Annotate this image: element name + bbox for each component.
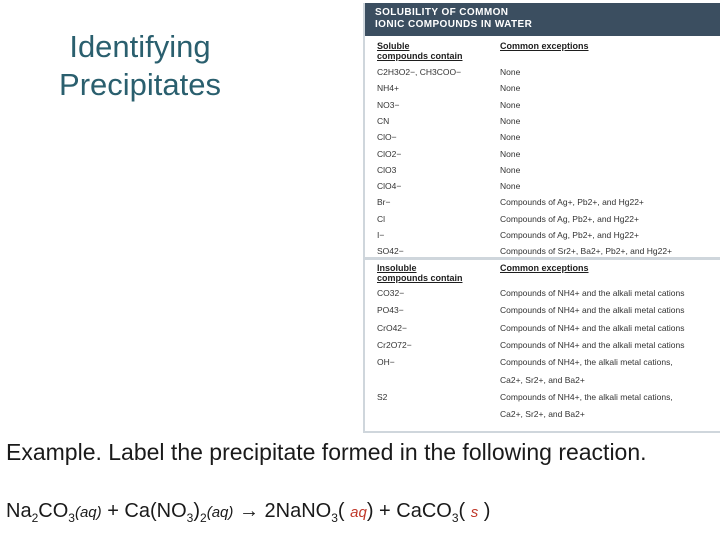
table-row-exception: Ca2+, Sr2+, and Ba2+ <box>500 409 585 420</box>
answer-s: s <box>470 504 479 521</box>
table-section-divider <box>365 257 720 260</box>
table-row-ion: C2H3O2−, CH3COO− <box>377 67 462 77</box>
insoluble-header: Insoluble compounds contain <box>377 263 463 283</box>
table-row-exception: None <box>500 181 521 192</box>
table-row-ion: ClO3 <box>377 164 397 175</box>
table-row-ion: ClO2− <box>377 148 402 159</box>
table-row-ion: S2 <box>377 391 388 402</box>
table-row-ion: ClO− <box>377 132 397 143</box>
title-line-2: Precipitates <box>59 67 221 102</box>
table-heading-line-2: IONIC COMPOUNDS IN WATER <box>375 19 533 30</box>
table-row-exception: Compounds of NH4+, the alkali metal cations, <box>500 391 673 402</box>
table-row-ion: OH− <box>377 357 395 368</box>
table-row-exception: None <box>500 67 521 77</box>
insoluble-exceptions-header: Common exceptions <box>500 263 589 273</box>
table-row-ion: ClO4− <box>377 181 402 192</box>
table-row-ion: SO42− <box>377 246 404 257</box>
soluble-header: Soluble compounds contain <box>377 41 463 61</box>
table-row-ion: Cr2O72− <box>377 339 412 350</box>
table-row-exception: None <box>500 115 521 126</box>
table-row-ion: Cl <box>377 213 386 224</box>
title-line-1: Identifying <box>69 29 211 64</box>
reaction-equation: $Na_2CO_3(aq) + Ca(NO_3)_2(aq)$ → 2NaNO$_3$( aq) + CaCO$_3$( s ) <box>6 500 491 525</box>
table-row-exception: Compounds of Ag, Pb2+, and Hg22+ <box>500 213 639 224</box>
table-row-ion: CN <box>377 115 390 126</box>
table-row-ion: NO3− <box>377 99 400 110</box>
table-row-exception: Compounds of NH4+ and the alkali metal cations <box>500 288 685 298</box>
slide-title <box>20 28 260 104</box>
table-row-ion: CO32− <box>377 288 405 298</box>
table-row-exception: Compounds of Sr2+, Ba2+, Pb2+, and Hg22+ <box>500 246 673 257</box>
table-row-exception: None <box>500 83 521 94</box>
table-row-exception: Compounds of NH4+ and the alkali metal cations <box>500 322 685 333</box>
table-row-exception: Compounds of Ag, Pb2+, and Hg22+ <box>500 230 639 240</box>
solubility-table <box>363 3 720 433</box>
table-row-exception: Compounds of NH4+ and the alkali metal cations <box>500 339 685 350</box>
table-row-ion: PO43− <box>377 305 404 316</box>
table-row-ion: Br− <box>377 197 391 208</box>
example-prompt: Example. Label the precipitate formed in the following reaction. <box>6 439 647 465</box>
soluble-exceptions-header: Common exceptions <box>500 41 589 51</box>
table-row-ion: NH4+ <box>377 83 399 94</box>
table-row-exception: None <box>500 99 521 110</box>
table-row-ion: I− <box>377 230 385 240</box>
table-row-exception: None <box>500 148 521 159</box>
table-heading <box>365 3 720 36</box>
table-row-exception: None <box>500 164 521 175</box>
table-row-exception: None <box>500 132 521 143</box>
table-row-exception: Compounds of Ag+, Pb2+, and Hg22+ <box>500 197 644 208</box>
table-row-exception: Compounds of NH4+ and the alkali metal cations <box>500 305 685 316</box>
table-heading-line-1: SOLUBILITY OF COMMON <box>375 7 509 18</box>
table-row-exception: Ca2+, Sr2+, and Ba2+ <box>500 374 585 385</box>
answer-aq: aq <box>350 504 367 521</box>
table-row-ion: CrO42− <box>377 322 407 333</box>
table-row-exception: Compounds of NH4+, the alkali metal cations, <box>500 357 673 368</box>
